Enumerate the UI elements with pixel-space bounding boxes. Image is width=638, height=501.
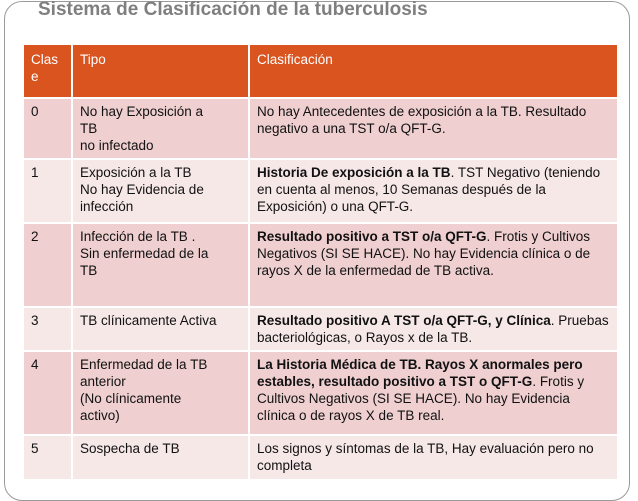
cell-clasificacion-bold: Resultado positivo a TST o/a QFT-G [257,229,487,244]
cell-clasificacion [249,223,618,307]
cell-tipo: Infección de la TB . Sin enfermedad de la TB [72,223,249,307]
cell-tipo: TB clínicamente Activa [72,307,249,351]
classification-table [24,45,619,479]
cell-tipo: Sospecha de TB [72,435,249,479]
cell-clasificacion-text: . Pruebas bacteriológicas, o Rayos x de la TB. [257,313,609,345]
cell-clasificacion [249,351,618,435]
table-row [24,98,618,159]
cell-clase: 2 [24,223,72,307]
cell-clasificacion-text: No hay Antecedentes de exposición a la TB. Resultado negativo a una TST o/a QFT-G. [257,104,587,136]
header-clasificacion: Clasificación [249,45,618,98]
table-row [24,307,618,351]
table-row [24,223,618,307]
cell-clasificacion-text: . TST Negativo (teniendo en cuenta al menos, 10 Semanas después de la Exposición) o una QFT-G. [257,165,601,214]
cell-clasificacion [249,98,618,159]
cell-clase: 1 [24,159,72,223]
cell-clasificacion [249,435,618,479]
cell-tipo: Enfermedad de la TB anterior (No clínicamente activo) [72,351,249,435]
cell-clase: 3 [24,307,72,351]
table-row [24,435,618,479]
cell-clase: 4 [24,351,72,435]
header-tipo: Tipo [72,45,249,98]
cell-clasificacion-bold: Resultado positivo A TST o/a QFT-G, y Clínica [257,313,551,328]
table-row [24,351,618,435]
table-row [24,159,618,223]
cell-tipo: Exposición a la TB No hay Evidencia de infección [72,159,249,223]
cell-clasificacion-text: . Frotis y Cultivos Negativos (SI SE HACE). No hay Evidencia clínica o de rayos X de la enfermedad de TB activa. [257,229,591,278]
cell-clasificacion-text: . Frotis y Cultivos Negativos (SI SE HACE). No hay Evidencia clínica o de rayos X de TB real. [257,374,585,423]
cell-tipo: No hay Exposición a TB no infectado [72,98,249,159]
cell-clasificacion [249,307,618,351]
cell-clasificacion-bold: La Historia Médica de TB. Rayos X anormales pero estables, resultado positivo a TST o QFT-G [257,357,583,389]
cell-clasificacion [249,159,618,223]
cell-clasificacion-text: Los signos y síntomas de la TB, Hay evaluación pero no completa [257,441,594,473]
table-header-row [24,45,618,98]
header-clase: Clase [24,45,72,98]
cell-clasificacion-bold: Historia De exposición a la TB [257,165,451,180]
cell-clase: 0 [24,98,72,159]
cell-clase: 5 [24,435,72,479]
slide-title: Sistema de Clasificación de la tuberculosis [38,0,428,20]
